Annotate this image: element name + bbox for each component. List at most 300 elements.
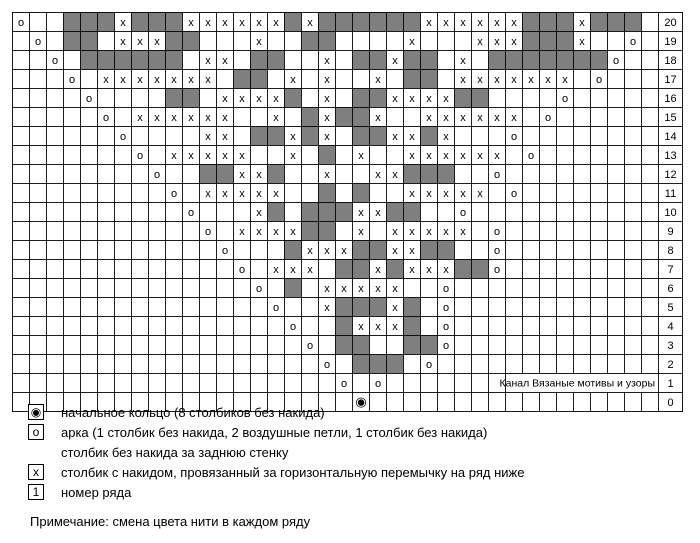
grey-cell: [353, 89, 370, 108]
chart-cell: [149, 260, 166, 279]
chart-cell: [13, 32, 30, 51]
chart-cell: [608, 336, 625, 355]
grey-cell: [421, 336, 438, 355]
chart-cell: [64, 203, 81, 222]
grey-cell: [336, 317, 353, 336]
chart-cell: [30, 13, 47, 32]
chart-cell: [523, 298, 540, 317]
chart-cell: [455, 279, 472, 298]
x-symbol: x: [222, 188, 228, 200]
chart-cell: [30, 241, 47, 260]
chart-cell: [251, 374, 268, 393]
chart-cell: [523, 108, 540, 127]
chart-cell: [472, 127, 489, 146]
grey-cell: [149, 51, 166, 70]
grey-cell: [251, 127, 268, 146]
x-symbol: x: [392, 245, 398, 257]
chart-cell: [132, 317, 149, 336]
chart-cell: [387, 70, 404, 89]
chart-cell: [98, 203, 115, 222]
grey-cell: [625, 13, 642, 32]
chart-cell: [625, 89, 642, 108]
x-symbol: x: [324, 55, 330, 67]
chart-cell: [132, 203, 149, 222]
grey-cell: [421, 241, 438, 260]
chart-cell: [523, 127, 540, 146]
chart-cell: [81, 146, 98, 165]
grey-cell: [319, 13, 336, 32]
chart-cell: [387, 108, 404, 127]
chart-cell: [404, 355, 421, 374]
chart-cell: [370, 222, 387, 241]
chart-cell: [574, 298, 591, 317]
x-symbol: x: [205, 74, 211, 86]
chart-cell: [489, 279, 506, 298]
chart-cell: [13, 374, 30, 393]
chart-cell: [234, 279, 251, 298]
row-number: 19: [664, 36, 677, 48]
x-symbol: x: [409, 264, 415, 276]
chart-cell: [591, 260, 608, 279]
chart-cell: [81, 222, 98, 241]
chart-cell: [13, 260, 30, 279]
chart-cell: [506, 89, 523, 108]
chart-cell: [574, 184, 591, 203]
chart-cell: [608, 146, 625, 165]
grey-cell: [336, 13, 353, 32]
chart-cell: [285, 51, 302, 70]
arch-symbol: o: [136, 150, 144, 162]
chart-cell: [166, 279, 183, 298]
chart-cell: [98, 184, 115, 203]
chart-cell: [574, 393, 591, 412]
chart-cell: [268, 336, 285, 355]
grey-cell: [438, 165, 455, 184]
chart-cell: [30, 70, 47, 89]
x-symbol: x: [426, 264, 432, 276]
chart-cell: [132, 336, 149, 355]
chart-cell: [404, 279, 421, 298]
chart-cell: [608, 184, 625, 203]
arch-symbol: o: [272, 302, 280, 314]
chart-cell: [234, 298, 251, 317]
x-symbol: x: [494, 112, 500, 124]
chart-cell: [64, 222, 81, 241]
chart-grid: [12, 12, 683, 412]
grey-cell: [370, 13, 387, 32]
chart-cell: [183, 241, 200, 260]
grey-cell: [421, 51, 438, 70]
chart-cell: [540, 260, 557, 279]
x-symbol: x: [273, 17, 279, 29]
grey-cell: [557, 51, 574, 70]
chart-cell: [64, 336, 81, 355]
chart-cell: [115, 241, 132, 260]
chart-cell: [591, 184, 608, 203]
chart-cell: [302, 317, 319, 336]
arch-symbol: o: [629, 36, 637, 48]
grey-cell: [166, 89, 183, 108]
x-symbol: x: [375, 264, 381, 276]
chart-cell: [574, 165, 591, 184]
grey-cell: [353, 241, 370, 260]
chart-cell: [489, 298, 506, 317]
grey-cell: [302, 127, 319, 146]
chart-cell: [642, 127, 659, 146]
x-symbol: x: [392, 93, 398, 105]
arch-symbol: o: [68, 74, 76, 86]
chart-cell: [540, 336, 557, 355]
chart-cell: [132, 222, 149, 241]
chart-cell: [251, 317, 268, 336]
arch-symbol: o: [170, 188, 178, 200]
grey-cell: [268, 127, 285, 146]
x-symbol: x: [375, 112, 381, 124]
chart-cell: [115, 355, 132, 374]
chart-cell: [30, 374, 47, 393]
chart-cell: [353, 32, 370, 51]
chart-cell: [183, 279, 200, 298]
chart-cell: [540, 317, 557, 336]
chart-cell: [608, 241, 625, 260]
chart-cell: [47, 32, 64, 51]
chart-cell: [370, 184, 387, 203]
x-symbol: x: [460, 17, 466, 29]
chart-cell: [455, 241, 472, 260]
chart-cell: [81, 127, 98, 146]
grey-cell: [166, 32, 183, 51]
x-symbol: x: [511, 112, 517, 124]
blank-symbol-icon: [28, 444, 44, 460]
chart-cell: [591, 89, 608, 108]
chart-cell: [642, 13, 659, 32]
chart-cell: [319, 260, 336, 279]
chart-cell: [115, 203, 132, 222]
chart-cell: [166, 317, 183, 336]
x-symbol: x: [290, 150, 296, 162]
arch-symbol: o: [493, 226, 501, 238]
chart-cell: [489, 127, 506, 146]
chart-cell: [642, 260, 659, 279]
chart-cell: [625, 108, 642, 127]
chart-cell: [98, 89, 115, 108]
arch-symbol: o: [17, 17, 25, 29]
grey-cell: [404, 165, 421, 184]
legend-item-arch: [28, 422, 524, 442]
note: Примечание: смена цвета нити в каждом ряду: [30, 514, 311, 529]
chart-cell: [183, 317, 200, 336]
arch-symbol: o: [289, 321, 297, 333]
arch-symbol: o: [442, 340, 450, 352]
chart-cell: [149, 241, 166, 260]
row-number: 15: [664, 112, 677, 124]
chart-cell: [285, 355, 302, 374]
arch-symbol: o: [85, 93, 93, 105]
legend-text: столбик с накидом, провязанный за горизонтальную перемычку на ряд ниже: [61, 464, 525, 480]
chart-cell: [336, 127, 353, 146]
grey-cell: [336, 108, 353, 127]
chart-cell: [472, 222, 489, 241]
chart-cell: [98, 374, 115, 393]
chart-cell: [81, 260, 98, 279]
chart-cell: [200, 279, 217, 298]
grey-cell: [268, 51, 285, 70]
chart-cell: [608, 260, 625, 279]
arch-symbol: o: [102, 112, 110, 124]
chart-cell: [642, 317, 659, 336]
row-number: 18: [664, 55, 677, 67]
x-symbol: x: [256, 207, 262, 219]
row-number: 12: [664, 169, 677, 181]
chart-cell: [642, 70, 659, 89]
grey-cell: [421, 127, 438, 146]
chart-cell: [302, 298, 319, 317]
chart-cell: [47, 374, 64, 393]
grey-cell: [370, 298, 387, 317]
grey-cell: [336, 298, 353, 317]
arch-symbol: o: [493, 245, 501, 257]
chart-cell: [13, 336, 30, 355]
chart-cell: [591, 393, 608, 412]
grey-cell: [387, 203, 404, 222]
chart-cell: [472, 165, 489, 184]
grey-cell: [132, 51, 149, 70]
chart-cell: [166, 127, 183, 146]
legend-text: начальное кольцо (8 столбиков без накида): [61, 404, 325, 420]
chart-cell: [285, 374, 302, 393]
chart-cell: [81, 317, 98, 336]
chart-cell: [64, 184, 81, 203]
x-symbol: x: [341, 245, 347, 257]
chart-cell: [557, 203, 574, 222]
grey-cell: [404, 203, 421, 222]
chart-cell: [13, 51, 30, 70]
grey-cell: [353, 108, 370, 127]
arch-symbol: o: [544, 112, 552, 124]
chart-cell: [336, 184, 353, 203]
chart-cell: [268, 374, 285, 393]
x-symbol: x: [494, 74, 500, 86]
ring-symbol: ◉: [355, 394, 367, 409]
chart-cell: [557, 393, 574, 412]
chart-cell: [455, 165, 472, 184]
chart-cell: [30, 165, 47, 184]
grey-cell: [353, 355, 370, 374]
chart-cell: [166, 241, 183, 260]
chart-cell: [540, 146, 557, 165]
chart-cell: [302, 51, 319, 70]
arch-symbol: o: [510, 131, 518, 143]
chart-cell: [574, 336, 591, 355]
grey-cell: [336, 336, 353, 355]
x-symbol: x: [307, 245, 313, 257]
chart-cell: [642, 51, 659, 70]
chart-cell: [47, 13, 64, 32]
chart-cell: [13, 184, 30, 203]
chart-cell: [625, 146, 642, 165]
chart-cell: [285, 165, 302, 184]
x-symbol: x: [205, 188, 211, 200]
chart-cell: [557, 260, 574, 279]
chart-cell: [421, 317, 438, 336]
chart-cell: [557, 298, 574, 317]
x-symbol: x: [256, 36, 262, 48]
chart-cell: [302, 355, 319, 374]
grey-cell: [472, 260, 489, 279]
chart-cell: [30, 355, 47, 374]
x-symbol: x: [443, 17, 449, 29]
chart-cell: [234, 32, 251, 51]
legend: [28, 402, 524, 502]
x-symbol: x: [477, 17, 483, 29]
chart-cell: [625, 203, 642, 222]
chart-cell: [540, 127, 557, 146]
x-symbol: x: [154, 36, 160, 48]
chart-cell: [115, 298, 132, 317]
chart-cell: [98, 355, 115, 374]
legend-item-row-number: [28, 482, 524, 502]
chart-cell: [523, 279, 540, 298]
chart-cell: [81, 279, 98, 298]
x-symbol: x: [511, 17, 517, 29]
chart-cell: [336, 146, 353, 165]
x-symbol-icon: x: [28, 464, 44, 480]
x-symbol: x: [562, 74, 568, 86]
chart-cell: [183, 355, 200, 374]
channel-label: Канал Вязаные мотивы и узоры: [499, 377, 655, 390]
chart-cell: [642, 184, 659, 203]
grey-cell: [81, 32, 98, 51]
x-symbol: x: [443, 93, 449, 105]
chart-cell: [98, 165, 115, 184]
chart-cell: [625, 70, 642, 89]
x-symbol: x: [120, 17, 126, 29]
chart-cell: [387, 184, 404, 203]
chart-cell: [30, 108, 47, 127]
chart-cell: [574, 355, 591, 374]
x-symbol: x: [307, 264, 313, 276]
chart-cell: [47, 279, 64, 298]
arch-symbol: o: [238, 264, 246, 276]
x-symbol: x: [239, 150, 245, 162]
chart-cell: [166, 298, 183, 317]
grey-cell: [404, 336, 421, 355]
chart-cell: [523, 165, 540, 184]
chart-cell: [557, 184, 574, 203]
x-symbol: x: [324, 302, 330, 314]
chart-cell: [625, 51, 642, 70]
x-symbol: x: [171, 150, 177, 162]
legend-text: арка (1 столбик без накида, 2 воздушные петли, 1 столбик без накида): [61, 424, 488, 440]
x-symbol: x: [494, 36, 500, 48]
row-number-symbol-icon: 1: [28, 484, 44, 500]
row-number: 3: [667, 340, 674, 352]
grey-cell: [319, 184, 336, 203]
chart-cell: [557, 336, 574, 355]
chart-cell: [13, 165, 30, 184]
grey-cell: [421, 70, 438, 89]
x-symbol: x: [341, 283, 347, 295]
chart-cell: [506, 165, 523, 184]
chart-cell: [132, 298, 149, 317]
chart-cell: [370, 32, 387, 51]
grey-cell: [302, 222, 319, 241]
x-symbol: x: [188, 150, 194, 162]
chart-cell: [523, 241, 540, 260]
chart-cell: [183, 51, 200, 70]
chart-cell: [285, 298, 302, 317]
grey-cell: [540, 32, 557, 51]
x-symbol: x: [409, 150, 415, 162]
grey-cell: [489, 51, 506, 70]
chart-cell: [251, 355, 268, 374]
arch-symbol: o: [153, 169, 161, 181]
grey-cell: [64, 32, 81, 51]
x-symbol: x: [511, 36, 517, 48]
chart-cell: [132, 165, 149, 184]
chart-cell: [30, 184, 47, 203]
legend-item-ring: [28, 402, 524, 422]
chart-cell: [353, 374, 370, 393]
grey-cell: [285, 89, 302, 108]
chart-cell: [608, 355, 625, 374]
chart-cell: [523, 184, 540, 203]
chart-cell: [13, 108, 30, 127]
grey-cell: [302, 108, 319, 127]
chart-cell: [302, 70, 319, 89]
chart-cell: [591, 298, 608, 317]
x-symbol: x: [188, 74, 194, 86]
grey-cell: [302, 203, 319, 222]
chart-cell: [13, 203, 30, 222]
chart-cell: [608, 203, 625, 222]
chart-cell: [472, 298, 489, 317]
chart-cell: [81, 203, 98, 222]
chart-cell: [625, 260, 642, 279]
chart-cell: [574, 127, 591, 146]
chart-cell: [591, 32, 608, 51]
x-symbol: x: [171, 112, 177, 124]
grey-cell: [404, 13, 421, 32]
row-number: 2: [667, 359, 674, 371]
grey-cell: [438, 241, 455, 260]
x-symbol: x: [426, 112, 432, 124]
chart-cell: [608, 70, 625, 89]
x-symbol: x: [477, 150, 483, 162]
chart-cell: [47, 222, 64, 241]
chart-cell: [183, 222, 200, 241]
chart-cell: [234, 108, 251, 127]
grey-cell: [506, 51, 523, 70]
x-symbol: x: [324, 283, 330, 295]
chart-cell: [166, 222, 183, 241]
legend-text: номер ряда: [61, 484, 132, 500]
chart-cell: [183, 127, 200, 146]
chart-cell: [506, 241, 523, 260]
chart-cell: [319, 374, 336, 393]
x-symbol: x: [426, 17, 432, 29]
chart-cell: [523, 393, 540, 412]
chart-cell: [149, 336, 166, 355]
chart-cell: [200, 203, 217, 222]
chart-cell: [251, 146, 268, 165]
grey-cell: [370, 89, 387, 108]
x-symbol: x: [188, 17, 194, 29]
chart-cell: [183, 184, 200, 203]
chart-cell: [336, 355, 353, 374]
chart-cell: [115, 184, 132, 203]
chart-cell: [472, 355, 489, 374]
